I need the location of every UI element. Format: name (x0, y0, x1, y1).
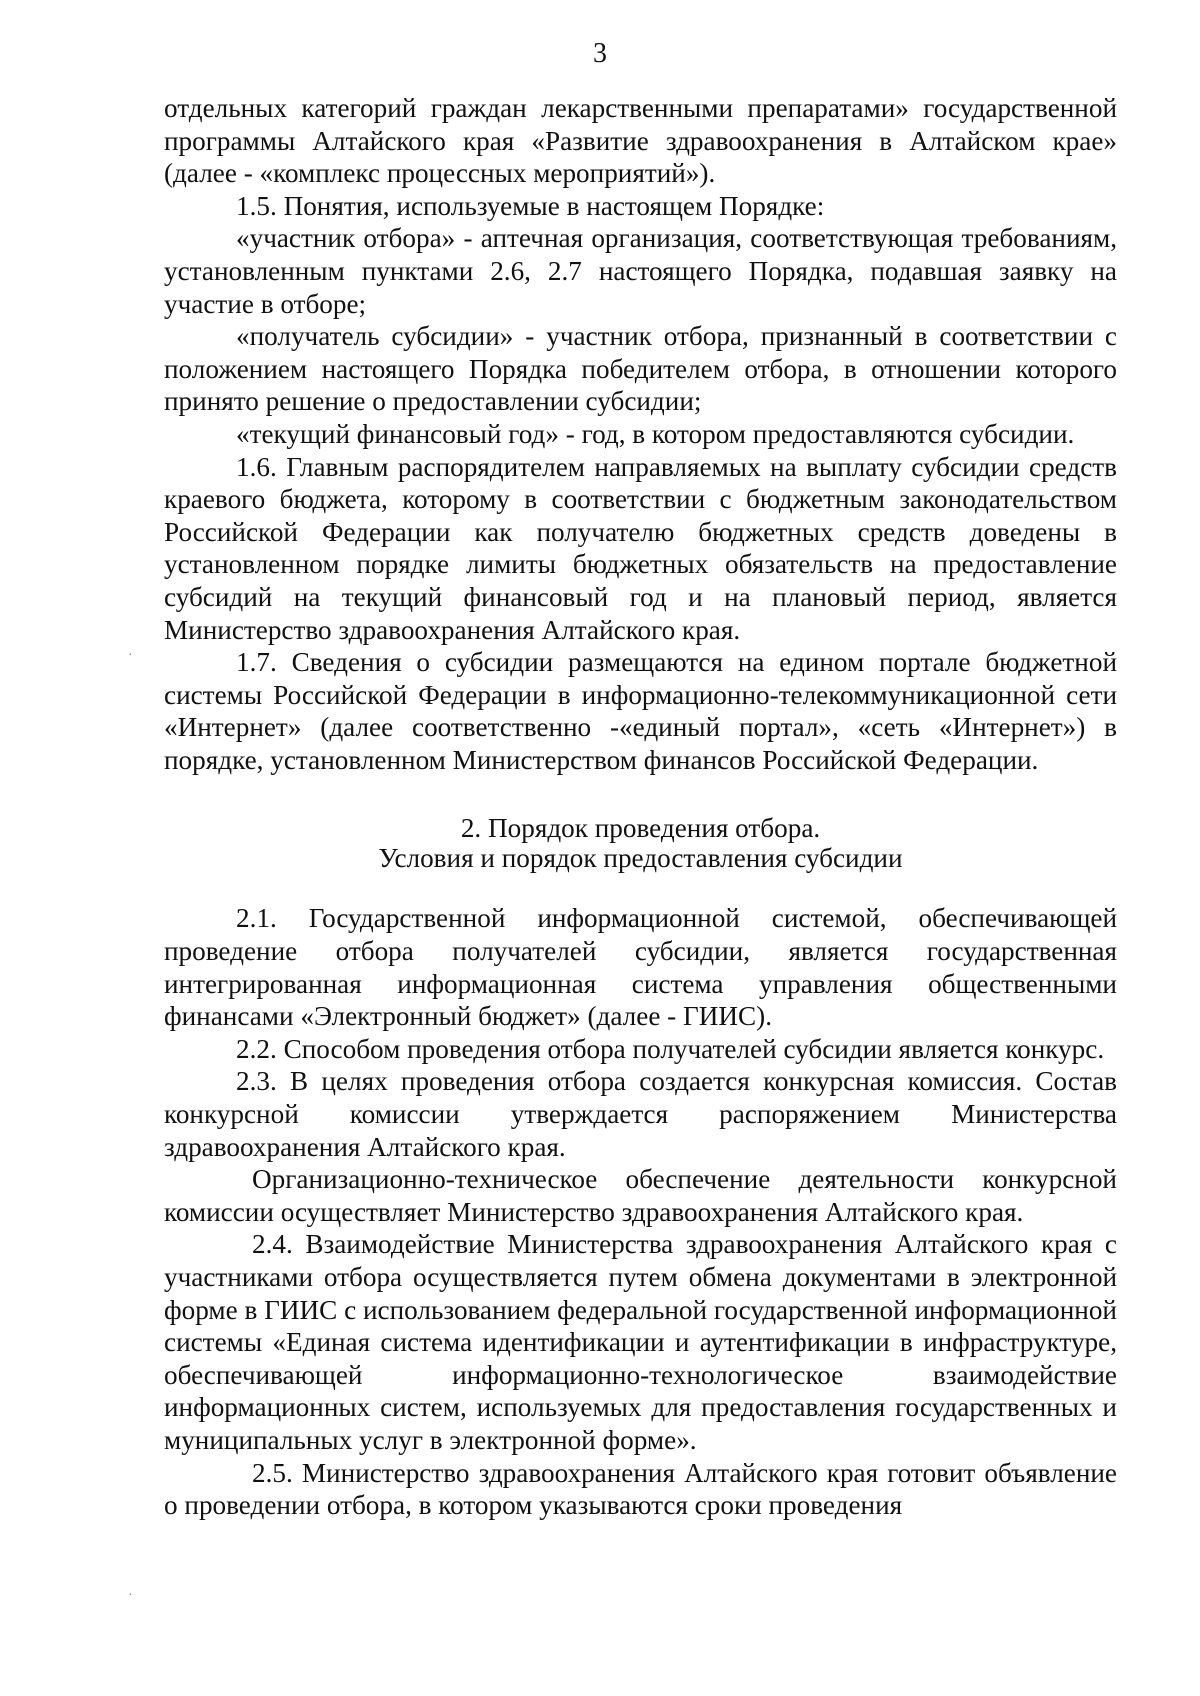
section-heading (164, 813, 1117, 873)
paragraph: 2.1. Государственной информационной системой, обеспечивающей проведение отбора получателей субсидии, является государственная интегрированная информационная система управления общественными финансами «Электронный бюджет» (далее - ГИИС). (164, 903, 1117, 1032)
paragraph: «получатель субсидии» - участник отбора, признанный в соответствии с положением настоящего Порядка победителем отбора, в отношении которого принято решение о предоставлении субсидии; (164, 321, 1117, 417)
section-heading-line1: 2. Порядок проведения отбора. (460, 813, 821, 844)
section-heading-line2: Условия и порядок предоставления субсидии (378, 843, 903, 874)
paragraph: 2.2. Способом проведения отбора получателей субсидии является конкурс. (236, 1033, 1105, 1064)
paragraph: «текущий финансовый год» - год, в котором предоставляются субсидии. (236, 418, 1075, 449)
paragraph: 1.5. Понятия, используемые в настоящем Порядке: (236, 190, 825, 221)
scan-speck: · (128, 648, 133, 663)
paragraph: 1.6. Главным распорядителем направляемых на выплату субсидии средств краевого бюджета, которому в соответствии с бюджетным законодательством Российской Федерации как получателю бюджетных средств доведены в установленном порядке лимиты бюджетных обязательств на предоставление субсидий на текущий финансовый год и на плановый период, является Министерство здравоохранения Алтайского края. (164, 451, 1117, 645)
paragraph: отдельных категорий граждан лекарственными препаратами» государственной программы Алтайского края «Развитие здравоохранения в Алтайском крае» (далее - «комплекс процессных мероприятий»). (164, 93, 1117, 189)
paragraph: 2.5. Министерство здравоохранения Алтайского края готовит объявление о проведении отбора, в котором указываются сроки проведения (164, 1457, 1117, 1521)
paragraph: 2.4. Взаимодействие Министерства здравоохранения Алтайского края с участниками отбора осуществляется путем обмена документами в электронной форме в ГИИС с использованием федеральной государственной информационной системы «Единая система идентификации и аутентификации в инфраструктуре, обеспечивающей информационно-технологическое взаимодействие информационных систем, используемых для предоставления государственных и муниципальных услуг в электронной форме». (164, 1229, 1117, 1455)
scan-speck: · (128, 1588, 133, 1603)
paragraph: «участник отбора» - аптечная организация, соответствующая требованиям, установленным пунктами 2.6, 2.7 настоящего Порядка, подавшая заявку на участие в отборе; (164, 223, 1117, 319)
page-number: 3 (593, 38, 607, 69)
paragraph: 1.7. Сведения о субсидии размещаются на едином портале бюджетной системы Российской Федерации в информационно-телекоммуникационной сети «Интернет» (далее соответственно -«единый портал», «сеть «Интернет») в порядке, установленном Министерством финансов Российской Федерации. (164, 647, 1117, 775)
paragraph: 2.3. В целях проведения отбора создается конкурсная комиссия. Состав конкурсной комиссии утверждается распоряжением Министерства здравоохранения Алтайского края. (164, 1066, 1117, 1162)
document-body (164, 92, 1117, 1522)
paragraph: Организационно-техническое обеспечение деятельности конкурсной комиссии осуществляет Министерство здравоохранения Алтайского края. (164, 1164, 1117, 1227)
